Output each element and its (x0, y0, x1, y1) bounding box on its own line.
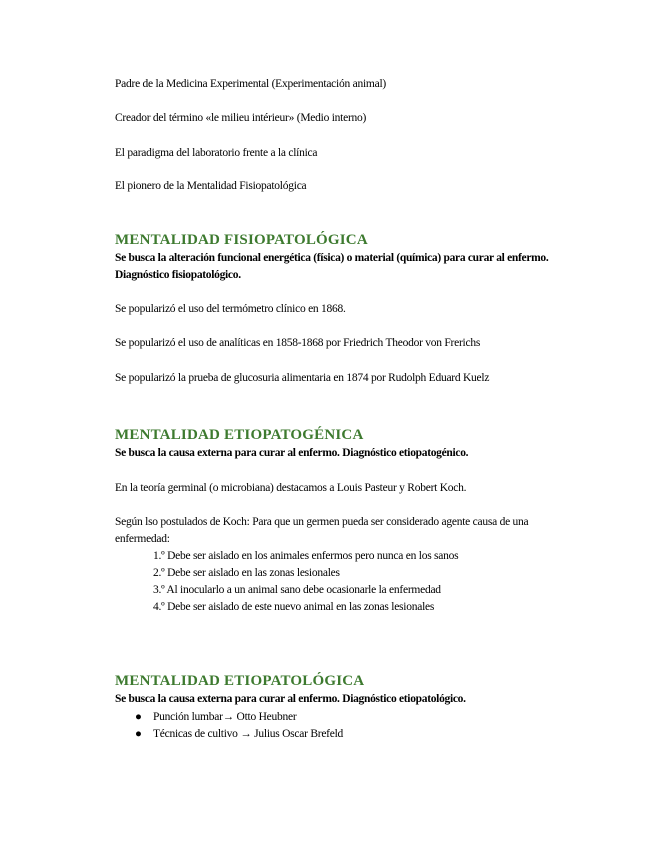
list-item: 1.º Debe ser aislado en los animales enfermos pero nunca en los sanos (153, 550, 459, 562)
section2-title: MENTALIDAD ETIOPATOGÉNICA (115, 427, 364, 443)
bullet-list (115, 709, 343, 743)
section2-paragraph-1: En la teoría germinal (o microbiana) destacamos a Louis Pasteur y Robert Koch. (115, 482, 467, 494)
section3-subtitle: Se busca la causa externa para curar al enfermo. Diagnóstico etiopatológico. (115, 693, 466, 705)
list-item: 3.º Al inocularlo a un animal sano debe ocasionarle la enfermedad (153, 584, 441, 596)
list-item-text: Punción lumbar→ Otto Heubner (153, 711, 297, 723)
list-item: 2.º Debe ser aislado en las zonas lesionales (153, 567, 340, 579)
list-item: 4.º Debe ser aislado de este nuevo animal en las zonas lesionales (153, 601, 435, 613)
section1-paragraph-3: Se popularizó la prueba de glucosuria alimentaria en 1874 por Rudolph Eduard Kuelz (115, 372, 490, 384)
section1-subtitle: Se busca la alteración funcional energética (física) o material (química) para curar al enfermo. Diagnóstico fisiopatológico. (115, 252, 549, 281)
section1-paragraph-2: Se popularizó el uso de analíticas en 1858-1868 por Friedrich Theodor von Frerichs (115, 337, 481, 349)
section2-paragraph-2: Según lso postulados de Koch: Para que un germen pueda ser considerado agente causa de una enfermedad: (115, 516, 529, 545)
list-item-text: Técnicas de cultivo → Julius Oscar Brefeld (153, 728, 344, 740)
section1-paragraph-1: Se popularizó el uso del termómetro clínico en 1868. (115, 303, 346, 315)
list-item (115, 709, 343, 726)
bullet-icon: ● (135, 728, 142, 740)
koch-postulates-list (153, 548, 458, 616)
bullet-icon: ● (135, 711, 142, 723)
list-item (115, 726, 343, 743)
intro-line-3: El paradigma del laboratorio frente a la clínica (115, 147, 318, 159)
section3-title: MENTALIDAD ETIOPATOLÓGICA (115, 673, 365, 689)
intro-line-1: Padre de la Medicina Experimental (Experimentación animal) (115, 78, 386, 90)
section1-title: MENTALIDAD FISIOPATOLÓGICA (115, 232, 368, 248)
intro-line-2: Creador del término «le milieu intérieur» (Medio interno) (115, 112, 367, 124)
section2-subtitle: Se busca la causa externa para curar al enfermo. Diagnóstico etiopatogénico. (115, 447, 469, 459)
intro-line-4: El pionero de la Mentalidad Fisiopatológica (115, 180, 307, 192)
